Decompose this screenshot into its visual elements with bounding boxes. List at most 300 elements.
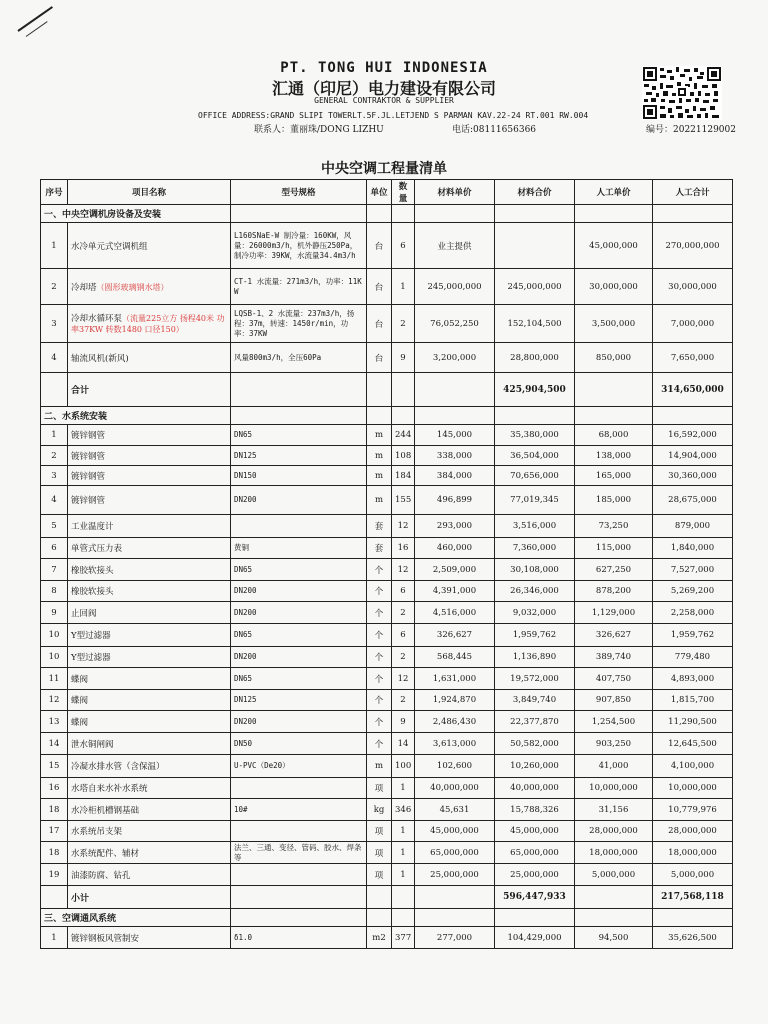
- table-row: [41, 733, 733, 755]
- item-name: 泄水铜闸阀: [71, 739, 114, 750]
- empty-cell: [392, 373, 415, 407]
- cell-qty: 1: [392, 778, 415, 799]
- item-name: 蝶阀: [71, 717, 89, 728]
- cell-lab-total: 779,480: [653, 647, 733, 668]
- cell-lab-price: 407,750: [575, 668, 653, 690]
- cell-no: 11: [41, 668, 68, 690]
- col-header-lab-price: 人工单价: [575, 180, 653, 205]
- cell-no: 3: [41, 305, 68, 343]
- cell-mat-total: 40,000,000: [495, 778, 575, 799]
- cell-name: [68, 755, 231, 778]
- cell-mat-total: 245,000,000: [495, 269, 575, 305]
- cell-qty: 108: [392, 446, 415, 466]
- document-code: 编号：20221129002: [646, 125, 736, 135]
- cell-mat-total: 152,104,500: [495, 305, 575, 343]
- item-name: 轴流风机(新风): [71, 353, 129, 364]
- cell-mat-total: 10,260,000: [495, 755, 575, 778]
- cell-spec: DN200: [231, 602, 367, 624]
- cell-lab-price: 18,000,000: [575, 842, 653, 864]
- cell-qty: 346: [392, 799, 415, 821]
- item-name: 水系统吊支架: [71, 827, 123, 837]
- subtotal-row: [41, 886, 733, 909]
- cell-name: [68, 711, 231, 733]
- cell-spec: U-PVC（De20）: [231, 755, 367, 778]
- cell-spec: 风量800m3/h，全压60Pa: [231, 343, 367, 373]
- cell-lab-total: 5,269,200: [653, 581, 733, 602]
- cell-no: 1: [41, 223, 68, 269]
- cell-mat-total: 26,346,000: [495, 581, 575, 602]
- cell-lab-total: 7,650,000: [653, 343, 733, 373]
- cell-lab-price: 28,000,000: [575, 821, 653, 842]
- item-name: 橡胶软接头: [71, 587, 114, 597]
- empty-cell: [392, 909, 415, 927]
- cell-spec: 法兰、三通、变径、管码、胶水、焊条等: [231, 842, 367, 864]
- cell-unit: 个: [367, 602, 392, 624]
- table-row: [41, 755, 733, 778]
- col-header-name: 项目名称: [68, 180, 231, 205]
- cell-lab-price: 907,850: [575, 690, 653, 711]
- cell-mat-price: 3,613,000: [415, 733, 495, 755]
- cell-qty: 377: [392, 927, 415, 949]
- cell-no: 1: [41, 927, 68, 949]
- cell-spec: DN65: [231, 425, 367, 446]
- cell-qty: 1: [392, 269, 415, 305]
- empty-cell: [231, 886, 367, 909]
- item-name: 镀锌钢板风管制安: [71, 933, 140, 944]
- cell-no: 8: [41, 581, 68, 602]
- empty-cell: [495, 909, 575, 927]
- empty-cell: [41, 886, 68, 909]
- cell-no: 10: [41, 624, 68, 647]
- cell-lab-total: 11,290,500: [653, 711, 733, 733]
- item-note: （圆形玻璃钢水塔）: [96, 282, 169, 292]
- cell-lab-total: 1,959,762: [653, 624, 733, 647]
- cell-mat-total: 35,380,000: [495, 425, 575, 446]
- cell-spec: DN150: [231, 466, 367, 486]
- cell-name: [68, 466, 231, 486]
- cell-spec: δ1.0: [231, 927, 367, 949]
- cell-lab-total: 12,645,500: [653, 733, 733, 755]
- company-name-en: PT. TONG HUI INDONESIA: [280, 60, 488, 76]
- empty-cell: [495, 407, 575, 425]
- table-row: [41, 486, 733, 515]
- subtotal-row: [41, 373, 733, 407]
- empty-cell: [392, 886, 415, 909]
- cell-qty: 12: [392, 559, 415, 581]
- cell-mat-total: 50,582,000: [495, 733, 575, 755]
- cell-mat-price: 277,000: [415, 927, 495, 949]
- empty-cell: [392, 407, 415, 425]
- table-row: [41, 927, 733, 949]
- table-row: [41, 602, 733, 624]
- cell-lab-total: 4,100,000: [653, 755, 733, 778]
- empty-cell: [231, 909, 367, 927]
- empty-cell: [575, 407, 653, 425]
- table-row: [41, 343, 733, 373]
- cell-mat-total: 45,000,000: [495, 821, 575, 842]
- cell-mat-total: 28,800,000: [495, 343, 575, 373]
- cell-lab-total: 7,527,000: [653, 559, 733, 581]
- cell-qty: 6: [392, 581, 415, 602]
- table-row: [41, 668, 733, 690]
- cell-mat-price: 65,000,000: [415, 842, 495, 864]
- cell-lab-total: 10,000,000: [653, 778, 733, 799]
- table-row: [41, 538, 733, 559]
- cell-qty: 6: [392, 223, 415, 269]
- section-title: 二、水系统安装: [41, 407, 231, 425]
- cell-qty: 100: [392, 755, 415, 778]
- cell-spec: DN50: [231, 733, 367, 755]
- cell-qty: 2: [392, 690, 415, 711]
- cell-name: [68, 624, 231, 647]
- item-name: 蝶阀: [71, 674, 89, 685]
- cell-lab-price: 31,156: [575, 799, 653, 821]
- table-row: [41, 223, 733, 269]
- col-header-spec: 型号规格: [231, 180, 367, 205]
- cell-spec: DN125: [231, 690, 367, 711]
- empty-cell: [575, 886, 653, 909]
- table-header-row: [41, 180, 733, 205]
- cell-qty: 244: [392, 425, 415, 446]
- col-header-mat-price: 材料单价: [415, 180, 495, 205]
- cell-spec: L160SNaE-W 制冷量：160KW，风量：26000m3/h，机外静压250Pa，制冷功率：39KW，水流量34.4m3/h: [231, 223, 367, 269]
- cell-name: [68, 821, 231, 842]
- table-row: [41, 269, 733, 305]
- cell-no: 18: [41, 842, 68, 864]
- cell-spec: [231, 864, 367, 886]
- cell-unit: m: [367, 486, 392, 515]
- cell-no: 14: [41, 733, 68, 755]
- cell-mat-price: 业主提供: [415, 223, 495, 269]
- section-title: 一、中央空调机房设备及安装: [41, 205, 231, 223]
- cell-lab-price: 389,740: [575, 647, 653, 668]
- cell-unit: 套: [367, 538, 392, 559]
- empty-cell: [231, 373, 367, 407]
- empty-cell: [415, 205, 495, 223]
- cell-lab-price: 3,500,000: [575, 305, 653, 343]
- table-row: [41, 821, 733, 842]
- cell-lab-total: 16,592,000: [653, 425, 733, 446]
- cell-name: [68, 223, 231, 269]
- cell-name: [68, 305, 231, 343]
- cell-no: 12: [41, 690, 68, 711]
- cell-spec: DN200: [231, 711, 367, 733]
- empty-cell: [415, 373, 495, 407]
- empty-cell: [231, 205, 367, 223]
- cell-qty: 12: [392, 668, 415, 690]
- cell-no: 17: [41, 821, 68, 842]
- cell-lab-total: 4,893,000: [653, 668, 733, 690]
- item-name: Y型过滤器: [71, 631, 111, 641]
- cell-qty: 2: [392, 305, 415, 343]
- cell-name: [68, 515, 231, 538]
- cell-lab-total: 30,360,000: [653, 466, 733, 486]
- empty-cell: [653, 909, 733, 927]
- item-note: （流量225立方 扬程40米 功率37KW 转数1480 口径150）: [71, 314, 225, 334]
- cell-lab-price: 850,000: [575, 343, 653, 373]
- cell-unit: 项: [367, 842, 392, 864]
- cell-lab-price: 138,000: [575, 446, 653, 466]
- empty-cell: [367, 909, 392, 927]
- cell-qty: 1: [392, 864, 415, 886]
- empty-cell: [575, 909, 653, 927]
- cell-lab-total: 7,000,000: [653, 305, 733, 343]
- col-header-qty: 数量: [392, 180, 415, 205]
- cell-unit: kg: [367, 799, 392, 821]
- cell-name: [68, 733, 231, 755]
- cell-qty: 184: [392, 466, 415, 486]
- cell-lab-price: 115,000: [575, 538, 653, 559]
- cell-qty: 16: [392, 538, 415, 559]
- cell-mat-price: 326,627: [415, 624, 495, 647]
- cell-mat-price: 45,000,000: [415, 821, 495, 842]
- cell-no: 9: [41, 602, 68, 624]
- item-name: 工业温度计: [71, 522, 114, 532]
- cell-mat-total: 9,032,000: [495, 602, 575, 624]
- contact-phone: 电话:08111656366: [452, 125, 537, 135]
- cell-mat-total: 36,504,000: [495, 446, 575, 466]
- cell-qty: 12: [392, 515, 415, 538]
- subtotal-label: 合计: [68, 373, 231, 407]
- section-title: 三、空调通风系统: [41, 909, 231, 927]
- cell-mat-price: 1,924,870: [415, 690, 495, 711]
- cell-name: [68, 799, 231, 821]
- company-name-cn: 汇通（印尼）电力建设有限公司: [271, 79, 496, 98]
- cell-lab-price: 627,250: [575, 559, 653, 581]
- col-header-mat-total: 材料合价: [495, 180, 575, 205]
- item-name: 镀锌钢管: [71, 496, 106, 506]
- item-name: 水塔自来水补水系统: [71, 784, 148, 794]
- cell-lab-total: 28,675,000: [653, 486, 733, 515]
- empty-cell: [415, 886, 495, 909]
- cell-qty: 9: [392, 343, 415, 373]
- item-name: 油漆防腐、钻孔: [71, 870, 131, 881]
- table-row: [41, 711, 733, 733]
- cell-lab-price: 165,000: [575, 466, 653, 486]
- cell-mat-total: [495, 223, 575, 269]
- empty-cell: [575, 205, 653, 223]
- table-row: [41, 624, 733, 647]
- cell-lab-price: 30,000,000: [575, 269, 653, 305]
- cell-lab-price: 73,250: [575, 515, 653, 538]
- item-name: 冷凝水排水管（含保温）: [71, 762, 165, 772]
- cell-name: [68, 690, 231, 711]
- subtotal-mat-total: 596,447,933: [495, 886, 575, 909]
- cell-lab-price: 185,000: [575, 486, 653, 515]
- cell-mat-total: 104,429,000: [495, 927, 575, 949]
- cell-mat-price: 145,000: [415, 425, 495, 446]
- cell-mat-price: 245,000,000: [415, 269, 495, 305]
- cell-lab-total: 35,626,500: [653, 927, 733, 949]
- empty-cell: [415, 407, 495, 425]
- cell-mat-price: 2,486,430: [415, 711, 495, 733]
- cell-lab-price: 68,000: [575, 425, 653, 446]
- cell-lab-total: 28,000,000: [653, 821, 733, 842]
- cell-spec: 黄铜: [231, 538, 367, 559]
- item-name: 镀锌钢管: [71, 471, 106, 482]
- cell-lab-price: 326,627: [575, 624, 653, 647]
- cell-spec: [231, 778, 367, 799]
- cell-unit: 项: [367, 821, 392, 842]
- cell-unit: 台: [367, 343, 392, 373]
- cell-unit: 台: [367, 223, 392, 269]
- cell-lab-price: 1,254,500: [575, 711, 653, 733]
- cell-name: [68, 581, 231, 602]
- cell-spec: DN65: [231, 559, 367, 581]
- table-row: [41, 799, 733, 821]
- item-name: 单管式压力表: [71, 544, 123, 554]
- cell-spec: DN200: [231, 581, 367, 602]
- cell-mat-price: 45,631: [415, 799, 495, 821]
- cell-mat-total: 7,360,000: [495, 538, 575, 559]
- cell-mat-total: 30,108,000: [495, 559, 575, 581]
- table-row: [41, 690, 733, 711]
- cell-lab-price: 41,000: [575, 755, 653, 778]
- empty-cell: [367, 205, 392, 223]
- empty-cell: [41, 373, 68, 407]
- cell-spec: 10#: [231, 799, 367, 821]
- section-row: [41, 909, 733, 927]
- cell-spec: CT-1 水流量：271m3/h，功率：11KW: [231, 269, 367, 305]
- cell-no: 13: [41, 711, 68, 733]
- cell-unit: 套: [367, 515, 392, 538]
- cell-name: [68, 842, 231, 864]
- empty-cell: [367, 407, 392, 425]
- cell-lab-total: 14,904,000: [653, 446, 733, 466]
- cell-unit: 个: [367, 733, 392, 755]
- cell-unit: m: [367, 425, 392, 446]
- cell-spec: [231, 515, 367, 538]
- cell-no: 19: [41, 864, 68, 886]
- cell-mat-price: 102,600: [415, 755, 495, 778]
- cell-name: [68, 425, 231, 446]
- item-name: 止回阀: [71, 608, 97, 619]
- cell-name: [68, 927, 231, 949]
- cell-unit: 项: [367, 778, 392, 799]
- cell-lab-price: 10,000,000: [575, 778, 653, 799]
- cell-lab-total: 10,779,976: [653, 799, 733, 821]
- cell-mat-price: 293,000: [415, 515, 495, 538]
- cell-lab-total: 879,000: [653, 515, 733, 538]
- cell-unit: m: [367, 466, 392, 486]
- cell-mat-total: 22,377,870: [495, 711, 575, 733]
- cell-qty: 2: [392, 647, 415, 668]
- empty-cell: [495, 205, 575, 223]
- cell-qty: 2: [392, 602, 415, 624]
- cell-name: [68, 343, 231, 373]
- cell-unit: 个: [367, 668, 392, 690]
- cell-mat-total: 25,000,000: [495, 864, 575, 886]
- cell-lab-total: 18,000,000: [653, 842, 733, 864]
- cell-mat-total: 70,656,000: [495, 466, 575, 486]
- cell-mat-price: 3,200,000: [415, 343, 495, 373]
- cell-qty: 1: [392, 821, 415, 842]
- cell-lab-price: 903,250: [575, 733, 653, 755]
- company-subtitle: GENERAL CONTRAKTOR & SUPPLIER: [314, 96, 454, 105]
- cell-mat-price: 568,445: [415, 647, 495, 668]
- cell-unit: 个: [367, 581, 392, 602]
- cell-lab-total: 1,815,700: [653, 690, 733, 711]
- item-name: 镀锌钢管: [71, 431, 106, 441]
- cell-unit: 个: [367, 711, 392, 733]
- cell-mat-price: 1,631,000: [415, 668, 495, 690]
- item-name: 蝶阀: [71, 696, 89, 706]
- cell-mat-price: 384,000: [415, 466, 495, 486]
- cell-no: 2: [41, 269, 68, 305]
- cell-name: [68, 446, 231, 466]
- item-name: 水冷柜机槽钢基础: [71, 805, 140, 816]
- cell-mat-total: 19,572,000: [495, 668, 575, 690]
- cell-spec: LQSB-1、2 水流量：237m3/h，扬程：37m，转速：1450r/min，功率：37KW: [231, 305, 367, 343]
- cell-unit: m: [367, 446, 392, 466]
- cell-no: 5: [41, 515, 68, 538]
- cell-mat-price: 496,899: [415, 486, 495, 515]
- cell-spec: DN65: [231, 668, 367, 690]
- item-name: 冷却水循环泵: [71, 314, 123, 324]
- table-row: [41, 842, 733, 864]
- subtotal-lab-total: 314,650,000: [653, 373, 733, 407]
- cell-spec: DN125: [231, 446, 367, 466]
- subtotal-lab-total: 217,568,118: [653, 886, 733, 909]
- cell-name: [68, 559, 231, 581]
- bill-of-quantities-table: [40, 179, 733, 949]
- cell-mat-price: 4,516,000: [415, 602, 495, 624]
- cell-unit: 个: [367, 690, 392, 711]
- cell-mat-total: 1,136,890: [495, 647, 575, 668]
- office-address: OFFICE ADDRESS:GRAND SLIPI TOWERLT.5F.JL.LETJEND S PARMAN KAV.22-24 RT.001 RW.004: [198, 111, 589, 120]
- table-row: [41, 466, 733, 486]
- cell-qty: 14: [392, 733, 415, 755]
- cell-lab-price: 1,129,000: [575, 602, 653, 624]
- empty-cell: [415, 909, 495, 927]
- cell-lab-total: 30,000,000: [653, 269, 733, 305]
- cell-lab-price: 94,500: [575, 927, 653, 949]
- cell-name: [68, 778, 231, 799]
- cell-mat-price: 25,000,000: [415, 864, 495, 886]
- cell-lab-total: 2,258,000: [653, 602, 733, 624]
- cell-no: 10: [41, 647, 68, 668]
- item-name: 水冷单元式空调机组: [71, 241, 148, 252]
- cell-spec: DN65: [231, 624, 367, 647]
- empty-cell: [653, 205, 733, 223]
- cell-spec: DN200: [231, 647, 367, 668]
- item-name: 水系统配件、辅材: [71, 848, 140, 859]
- empty-cell: [367, 373, 392, 407]
- cell-lab-price: 45,000,000: [575, 223, 653, 269]
- table-row: [41, 559, 733, 581]
- cell-mat-total: 15,788,326: [495, 799, 575, 821]
- col-header-unit: 单位: [367, 180, 392, 205]
- item-name: Y型过滤器: [71, 653, 111, 663]
- cell-no: 4: [41, 343, 68, 373]
- cell-name: [68, 668, 231, 690]
- section-row: [41, 205, 733, 223]
- cell-mat-price: 460,000: [415, 538, 495, 559]
- cell-no: 2: [41, 446, 68, 466]
- cell-qty: 6: [392, 624, 415, 647]
- section-row: [41, 407, 733, 425]
- cell-mat-total: 1,959,762: [495, 624, 575, 647]
- cell-qty: 9: [392, 711, 415, 733]
- table-row: [41, 446, 733, 466]
- cell-name: [68, 864, 231, 886]
- item-name: 冷却塔: [71, 282, 97, 293]
- cell-no: 6: [41, 538, 68, 559]
- cell-unit: 个: [367, 624, 392, 647]
- table-row: [41, 864, 733, 886]
- item-name: 橡胶软接头: [71, 565, 114, 576]
- cell-no: 4: [41, 486, 68, 515]
